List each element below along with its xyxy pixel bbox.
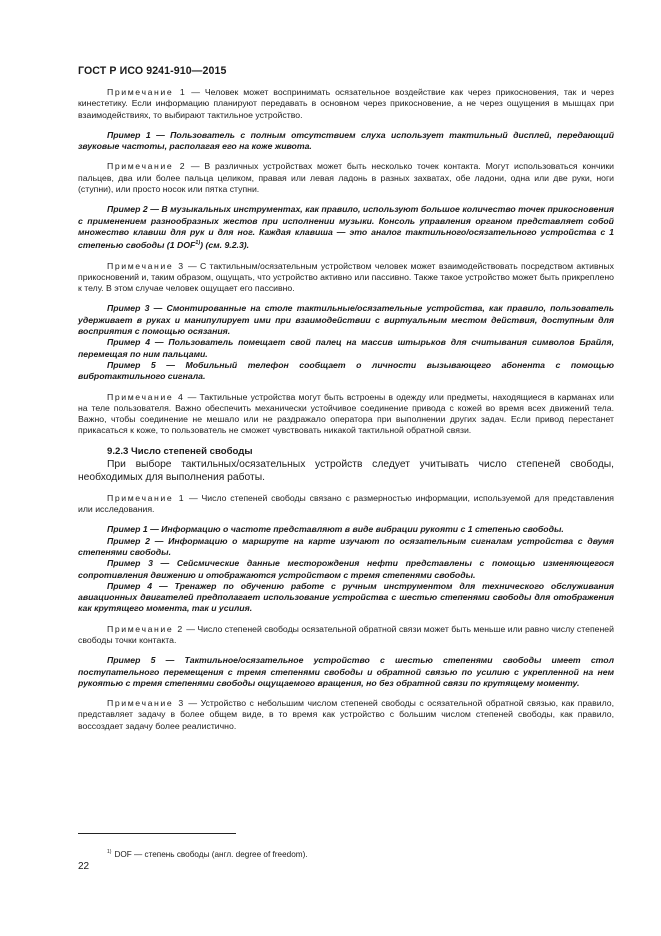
- example-1: Пример 1 — Пользователь с полным отсутствием слуха использует тактильный дисплей, передающий звуковые частоты, располагая его на коже живота.: [78, 129, 614, 152]
- note-text: — Тактильные устройства могут быть встроены в одежду или предметы, находящиеся в карманах или на теле пользователя. Важно обеспечить механически устойчивое соединение привода с кожей во время всех движений тела. Важно, чтобы соединение не мешало или не раздражало оператора при выполнении других задач. Если привод перестанет прикасаться к коже, то пользователь не сможет чувствовать никакой тактильной обратной связи.: [78, 391, 614, 436]
- note-1: [78, 87, 614, 121]
- example-5: Пример 5 — Мобильный телефон сообщает о личности вызывающего абонента с помощью вибротактильного сигнала.: [78, 359, 614, 382]
- note-text: — Человек может воспринимать осязательное воздействие как через прикосновения, так и через кинестетику. Если информацию планируют передавать в основном через прикосновение, а не через ощущения в мышцах при взаимодействиях, то выбирают тактильное устройство.: [78, 87, 614, 120]
- footnote-text: DOF — степень свободы (англ. degree of freedom).: [114, 850, 308, 859]
- section-title: 9.2.3 Число степеней свободы: [107, 445, 253, 457]
- section-example-1: Пример 1 — Информацию о частоте представляют в виде вибрации рукояти с 1 степенью свободы.: [107, 524, 564, 535]
- footnote-mark: 1): [107, 849, 112, 855]
- note-2: [78, 161, 614, 195]
- main-content: [78, 87, 614, 732]
- example-3: Пример 3 — Смонтированные на столе тактильные/осязательные устройства, как правило, пользователь удерживает в руках и манипулирует ими при взаимодействии с виртуальным местом действия, доступным для восприятия с помощью осязания.: [78, 303, 614, 337]
- note-text: — С тактильным/осязательным устройством человек может взаимодействовать посредством активных прикосновений и, таким образом, ощущать, что устройство активно или пассивно. Также такое устройство может быть прикреплено к телу. В этом случае человек ощущает его пассивно.: [78, 260, 614, 294]
- footnote-divider: [78, 833, 236, 834]
- section-example-4: Пример 4 — Тренажер по обучению работе с ручным инструментом для технического обслуживания авиационных двигателей предполагает использование устройства с шестью степенями свободы для отображения как крутящего момента, так и усилия.: [78, 580, 614, 614]
- note-4: [78, 392, 614, 437]
- note-label: Примечание 3: [107, 260, 185, 271]
- note-text: — Число степеней свободы связано с размерностью информации, используемой для представления или исследования.: [78, 492, 614, 515]
- section-note-2: [78, 624, 614, 647]
- example-2: [78, 204, 614, 251]
- footnote: [107, 849, 308, 859]
- note-label: Примечание 3: [107, 698, 185, 709]
- note-label: Примечание 4: [107, 391, 185, 402]
- section-example-3: Пример 3 — Сейсмические данные месторождения нефти представлены с помощью изменяющегося сопротивления движению и отображаются устройством с тремя степенями свободы.: [78, 558, 614, 580]
- footnote-ref: 1): [195, 240, 201, 247]
- example-text: Пример 2 — В музыкальных инструментах, как правило, используют большое количество точек прикосновения с применением разнообразных жестов при исполнении музыки. Консоль управления органом представляет собой множество клавиш для рук и для ног. Каждая клавиша — это аналог тактильного/осязательного устройства с 1 степенью свободы (1 DOF: [78, 204, 614, 251]
- section-example-5: Пример 5 — Тактильное/осязательное устройство с шестью степенями свободы имеет стол поступательного перемещения с тремя степенями свободы и обратной связью по усилию с укрепленной на нем рукоятью с тремя степенями свободы ощущаемого вращения, но без обратной связи по крутящему моменту.: [78, 655, 614, 688]
- note-text: — Устройство с небольшим числом степеней свободы с осязательной обратной связью, как правило, представляет задачу в более общем виде, в то время как устройство с большим числом степеней свободы, как правило, воссоздает задачу более реалистично.: [78, 698, 615, 731]
- example-4: Пример 4 — Пользователь помещает свой палец на массив штырьков для считывания символов Брайля, перемещая по ним пальцами.: [78, 337, 614, 359]
- page-number: 22: [78, 861, 90, 872]
- note-3: [78, 261, 614, 295]
- note-text: — В различных устройствах может быть несколько точек контакта. Могут использоваться кончики пальцев, два или более пальца целиком, правая или левая ладонь в разных захватах, обе ладони, одна или две руки, ноги (ступни), или просто носок или пятка ступни.: [78, 161, 614, 195]
- section-note-3: [78, 698, 614, 732]
- note-text: — Число степеней свободы осязательной обратной связи может быть меньше или равно числу степеней свободы точки контакта.: [78, 623, 614, 645]
- section-example-2: Пример 2 — Информацию о маршруте на карте изучают по осязательным сигналам устройства с двумя степенями свободы.: [78, 535, 614, 557]
- standard-header: ГОСТ Р ИСО 9241-910—2015: [78, 65, 227, 77]
- note-label: Примечание 1: [107, 492, 186, 503]
- section-note-1: [78, 493, 614, 516]
- note-label: Примечание 2: [107, 623, 184, 634]
- section-text: При выборе тактильных/осязательных устройств следует учитывать число степеней свободы, необходимых для выполнения работы.: [78, 458, 614, 483]
- note-label: Примечание 2: [107, 161, 187, 172]
- note-label: Примечание 1: [107, 87, 187, 97]
- example-text-tail: ) (см. 9.2.3).: [200, 240, 250, 251]
